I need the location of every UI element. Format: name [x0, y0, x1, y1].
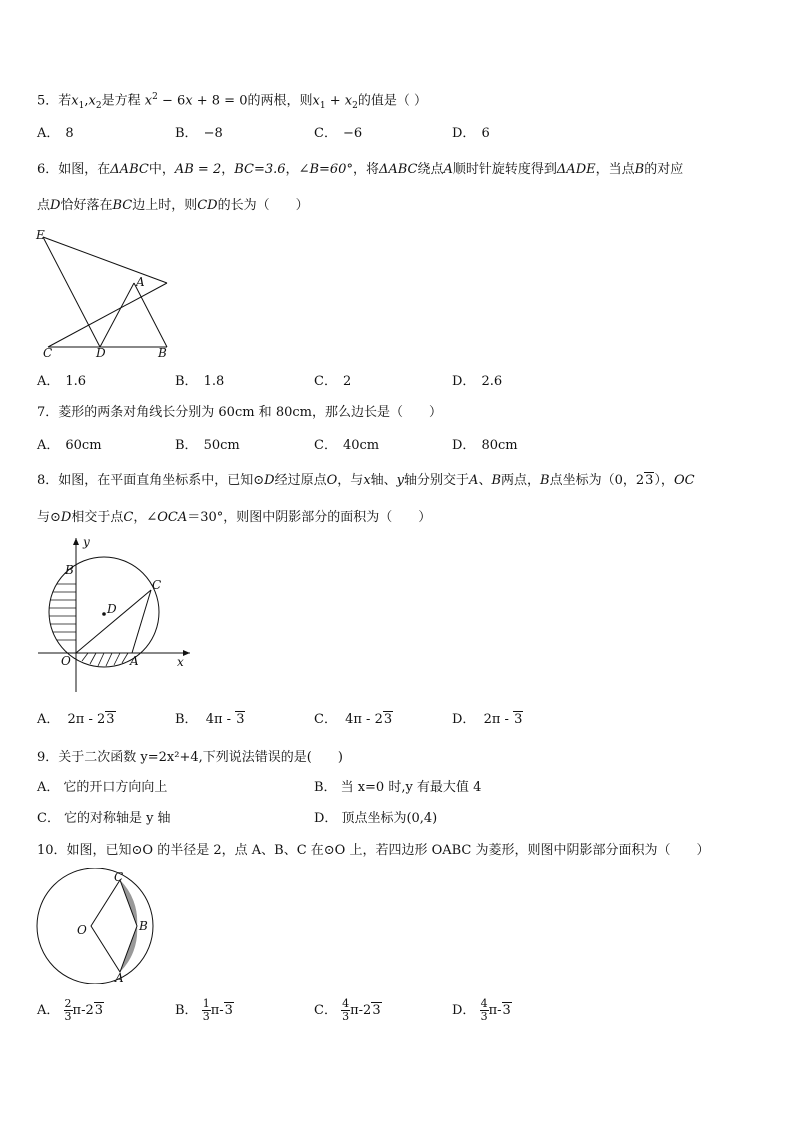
q9-option-a[interactable]: A． 它的开口方向向上 — [37, 780, 168, 795]
q8-stem-line1: 8．如图，在平面直角坐标系中，已知⊙D经过原点O，与x轴、y轴分别交于A、B两点，B点坐标为（0，23），OC — [37, 473, 695, 488]
label-x: x — [177, 655, 184, 669]
q6-triangle-figure — [34, 226, 174, 362]
label-d: D — [96, 346, 106, 360]
q9-option-b[interactable]: B． 当 x=0 时,y 有最大值 4 — [314, 780, 482, 795]
q10-option-a[interactable]: A． $\frac{2}{3}$ π-23 — [37, 997, 104, 1023]
q5-option-c[interactable]: C． −6 — [314, 126, 363, 141]
label-c: C — [114, 870, 124, 884]
q7-stem: 7．菱形的两条对角线长分别为 60cm 和 80cm，那么边长是（ ） — [37, 405, 442, 420]
label-a: A — [115, 971, 124, 984]
q5-stem: 5．若$x_1,x_2$是方程 $x^2 - 6x + 8 = 0$的两根，则$x_1 + x_2$的值是（ ） — [37, 92, 427, 111]
q7-option-c[interactable]: C． 40cm — [314, 438, 380, 453]
q6-stem-line2: 点D恰好落在BC边上时，则CD的长为（ ） — [37, 198, 309, 213]
q8-stem-line2: 与⊙D相交于点C，∠OCA＝30°，则图中阴影部分的面积为（ ） — [37, 510, 432, 525]
q8-option-c[interactable]: C． 4π - 23 — [314, 712, 393, 727]
label-d: D — [107, 602, 117, 616]
q6-option-c[interactable]: C． 2 — [314, 374, 352, 389]
q10-option-b[interactable]: B． $\frac{1}{3}$ π-3 — [175, 997, 233, 1023]
q7-option-b[interactable]: B． 50cm — [175, 438, 240, 453]
q10-option-d[interactable]: D． $\frac{4}{3}$ π-3 — [452, 997, 511, 1023]
q8-option-b[interactable]: B． 4π - 3 — [175, 712, 245, 727]
q5-option-b[interactable]: B． −8 — [175, 126, 223, 141]
label-y: y — [83, 535, 90, 549]
q5-option-a[interactable]: A． 8 — [37, 126, 74, 141]
q8-circle-figure — [34, 534, 196, 694]
q7-option-a[interactable]: A． 60cm — [37, 438, 102, 453]
q9-option-c[interactable]: C． 它的对称轴是 y 轴 — [37, 811, 171, 826]
q6-option-a[interactable]: A． 1.6 — [37, 374, 87, 389]
label-b: B — [65, 563, 74, 577]
q8-option-a[interactable]: A． 2π - 23 — [37, 712, 115, 727]
q10-option-c[interactable]: C． $\frac{4}{3}$ π-23 — [314, 997, 381, 1023]
label-o: O — [61, 654, 71, 668]
q9-stem: 9．关于二次函数 y=2x²+4,下列说法错误的是( ) — [37, 750, 343, 765]
label-c: C — [152, 578, 162, 592]
q8-option-d[interactable]: D． 2π - 3 — [452, 712, 523, 727]
label-b: B — [139, 919, 148, 933]
q6-option-b[interactable]: B． 1.8 — [175, 374, 225, 389]
q10-stem: 10．如图，已知⊙O 的半径是 2，点 A、B、C 在⊙O 上，若四边形 OABC 为菱形，则图中阴影部分面积为（ ） — [37, 843, 710, 858]
label-a: A — [130, 654, 139, 668]
q6-option-d[interactable]: D． 2.6 — [452, 374, 503, 389]
label-e: E — [36, 228, 45, 242]
q5-option-d[interactable]: D． 6 — [452, 126, 490, 141]
label-b: B — [158, 346, 167, 360]
q9-option-d[interactable]: D． 顶点坐标为(0,4) — [314, 811, 438, 826]
q6-stem-line1: 6．如图，在ΔABC中，AB = 2，BC=3.6，∠B=60°，将ΔABC绕点A顺时针旋转度得到ΔADE，当点B的对应 — [37, 162, 684, 177]
label-o: O — [77, 923, 87, 937]
q10-circle-figure — [34, 868, 164, 984]
label-a: A — [136, 275, 145, 289]
q7-option-d[interactable]: D． 80cm — [452, 438, 518, 453]
label-c: C — [43, 346, 53, 360]
